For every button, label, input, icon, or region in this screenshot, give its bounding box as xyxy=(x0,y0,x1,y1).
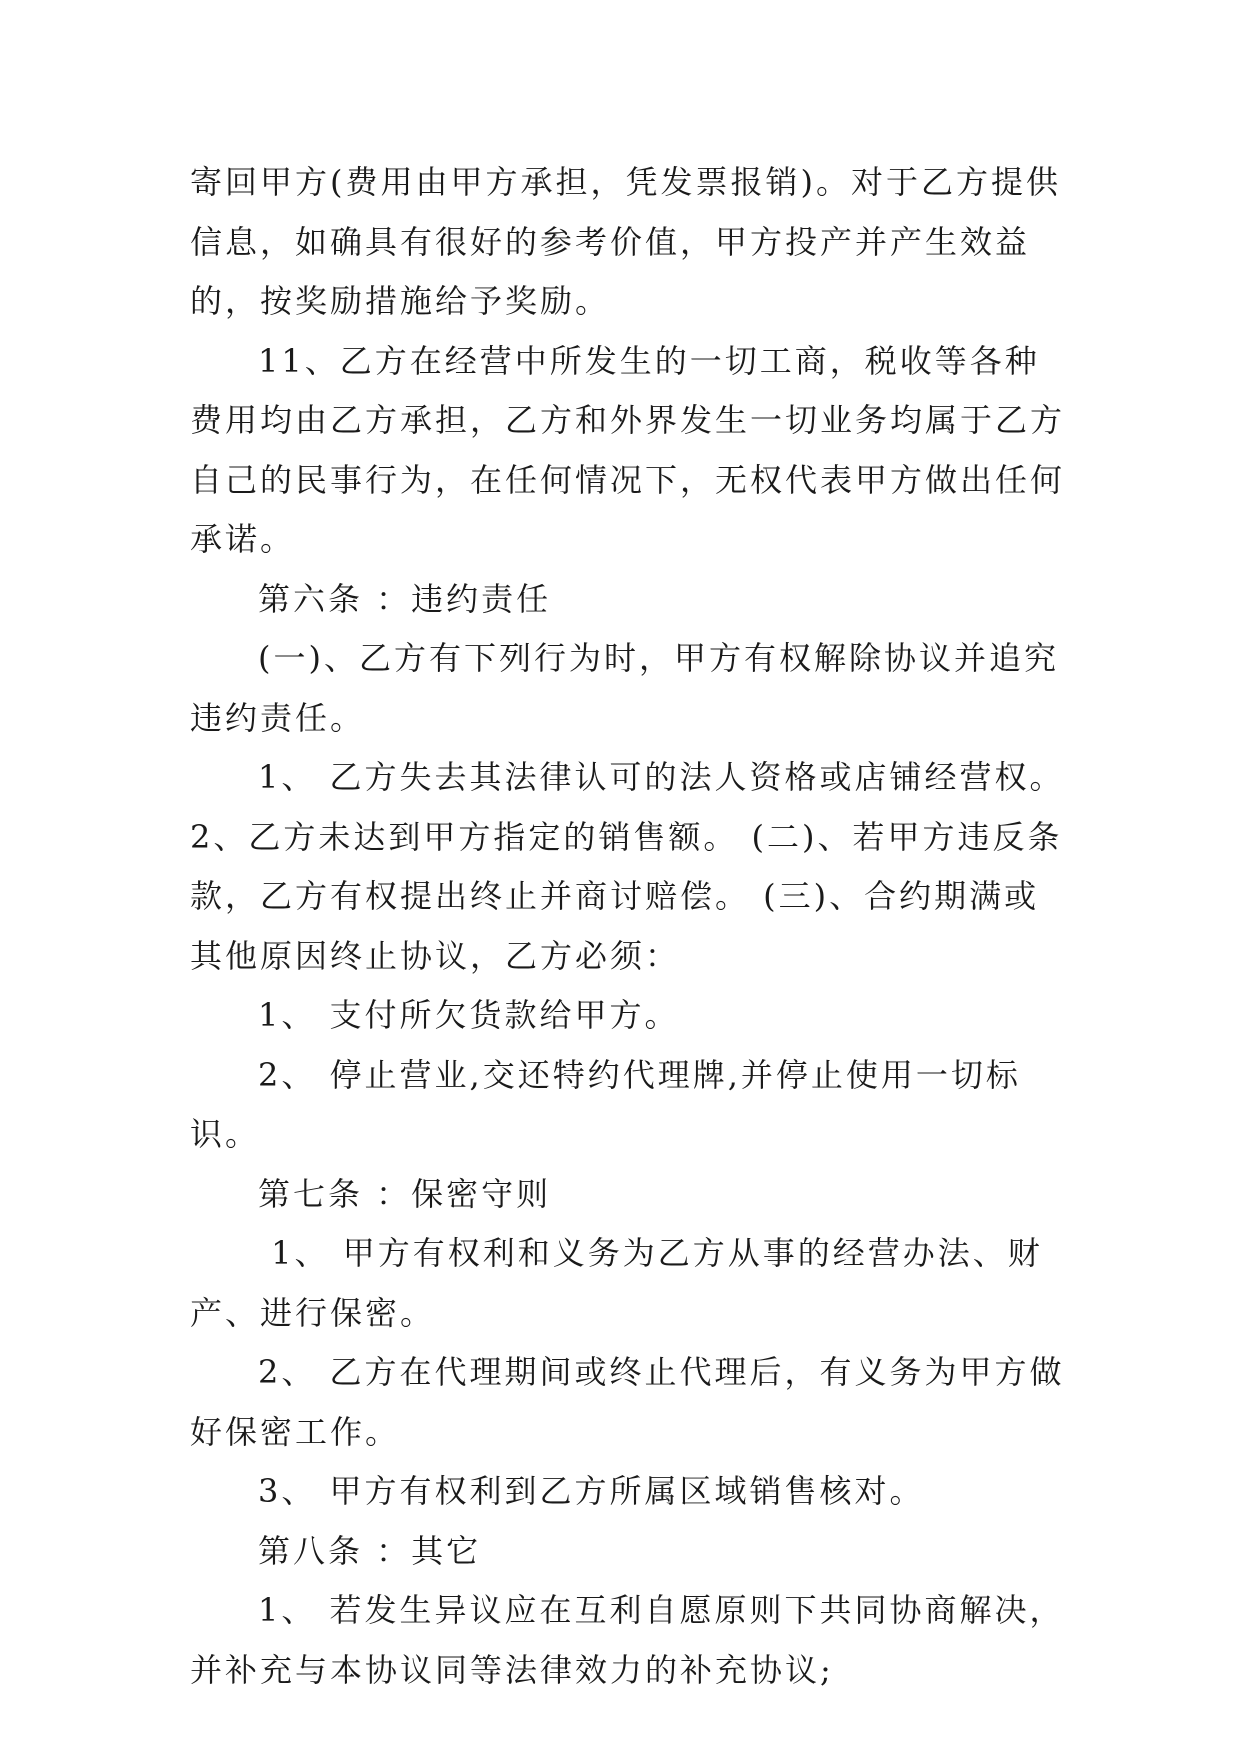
paragraph: 1、 若发生异议应在互利自愿原则下共同协商解决，并补充与本协议同等法律效力的补充协议; xyxy=(190,1591,1065,1689)
paragraph: 1、 甲方有权利和义务为乙方从事的经营办法、财产、进行保密。 xyxy=(190,1234,1043,1332)
paragraph: (一)、乙方有下列行为时，甲方有权解除协议并追究违约责任。 xyxy=(190,639,1059,737)
paragraph: 2、 乙方在代理期间或终止代理后，有义务为甲方做好保密工作。 xyxy=(190,1353,1065,1451)
paragraph: 11、乙方在经营中所发生的一切工商，税收等各种费用均由乙方承担，乙方和外界发生一切业务均属于乙方自己的民事行为，在任何情况下，无权代表甲方做出任何承诺。 xyxy=(190,341,1066,558)
section-heading: 第六条 ：违约责任 xyxy=(258,579,552,618)
paragraph: 2、 停止营业,交还特约代理牌,并停止使用一切标识。 xyxy=(190,1055,1021,1153)
section-heading: 第八条 ：其它 xyxy=(258,1531,482,1570)
document-body xyxy=(190,153,1070,1700)
section-heading: 第七条 ：保密守则 xyxy=(258,1174,552,1213)
paragraph: 1、 乙方失去其法律认可的法人资格或店铺经营权。2、乙方未达到甲方指定的销售额。 (二)、若甲方违反条款，乙方有权提出终止并商讨赔偿。 (三)、合约期满或其他原因终止协议，乙方必须： xyxy=(190,758,1065,975)
paragraph: 寄回甲方(费用由甲方承担，凭发票报销)。对于乙方提供信息，如确具有很好的参考价值，甲方投产并产生效益的，按奖励措施给予奖励。 xyxy=(190,163,1061,320)
paragraph: 1、 支付所欠货款给甲方。 xyxy=(258,996,680,1034)
paragraph: 3、 甲方有权利到乙方所属区域销售核对。 xyxy=(258,1472,925,1510)
